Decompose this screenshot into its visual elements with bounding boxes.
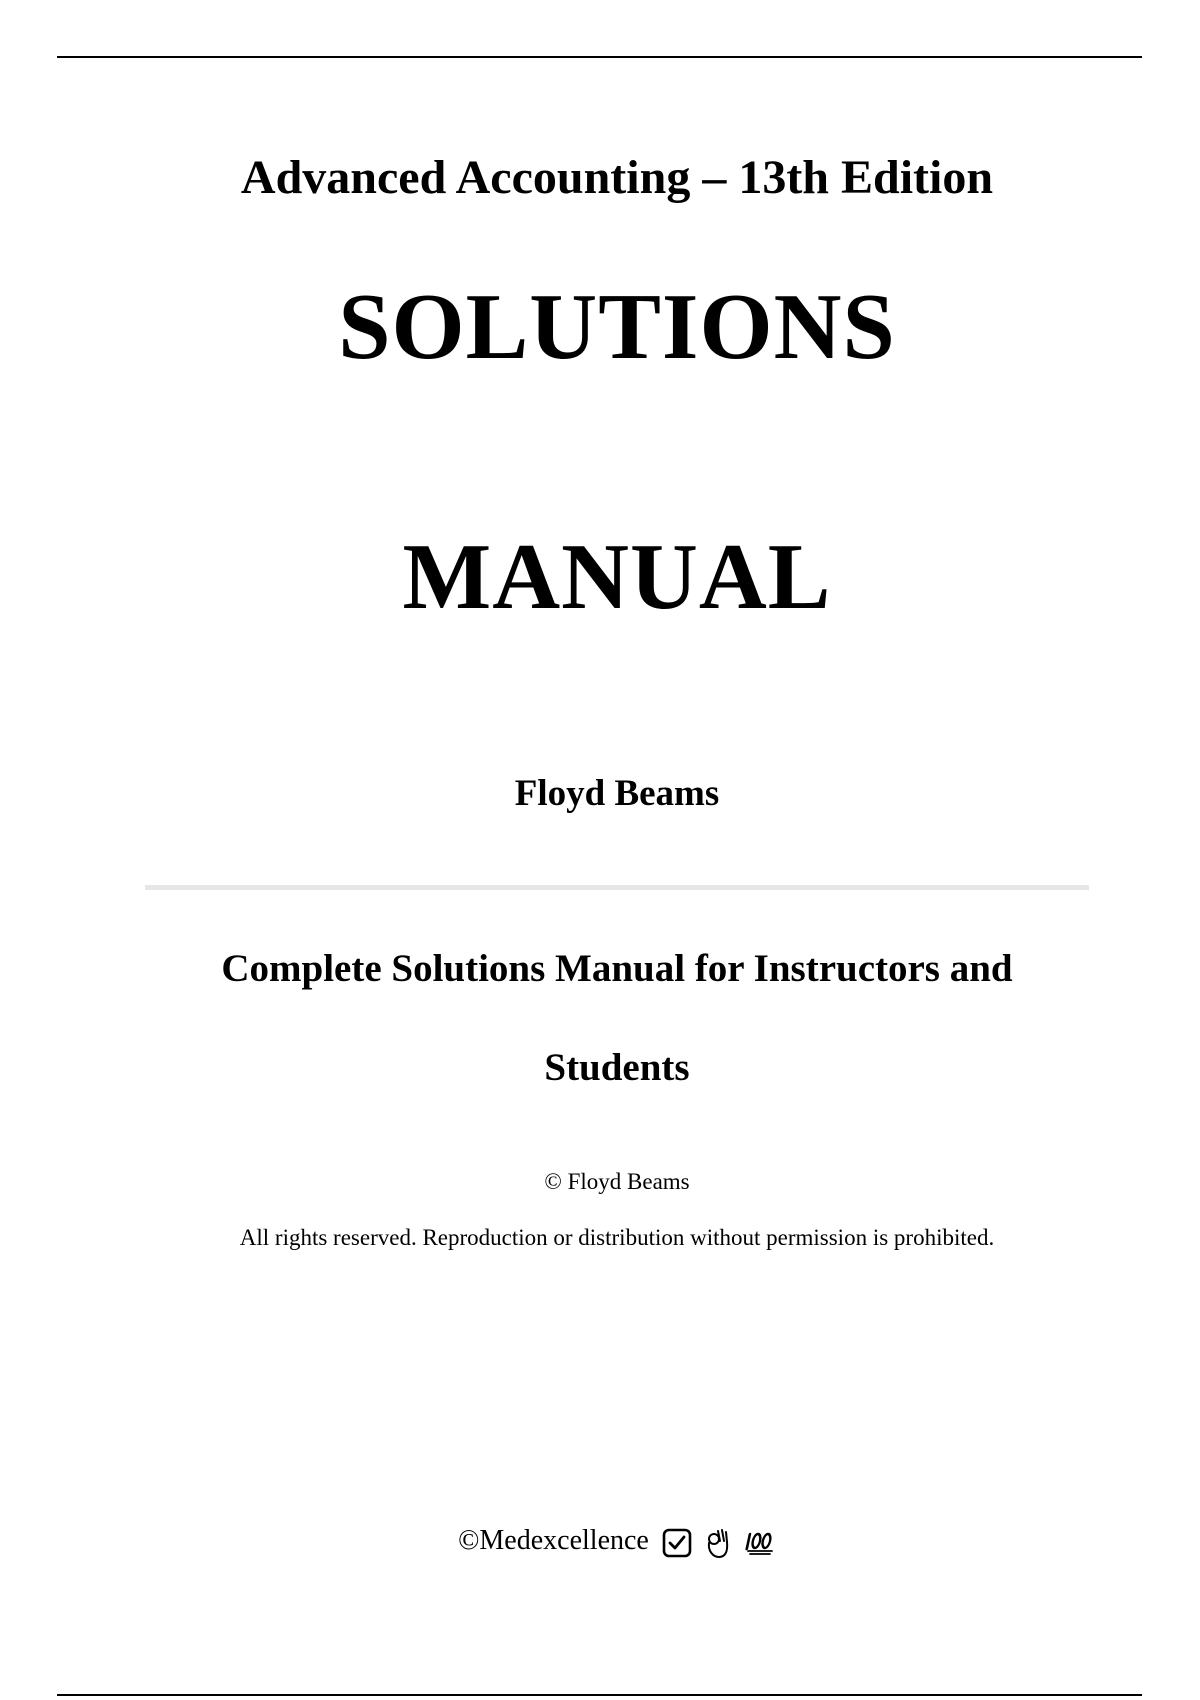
rights-notice: All rights reserved. Reproduction or distribution without permission is prohibited. <box>239 1225 995 1250</box>
top-rule <box>57 56 1142 58</box>
subtitle-line-2: Students <box>544 1046 690 1089</box>
heading-solutions: SOLUTIONS <box>338 275 896 379</box>
edition-title: Advanced Accounting – 13th Edition <box>240 151 994 204</box>
footer-brand-text: ©Medexcellence <box>458 1525 649 1556</box>
ok-hand-icon <box>705 1527 731 1559</box>
bottom-rule <box>57 1694 1142 1696</box>
copyright-notice: © Floyd Beams <box>544 1169 690 1194</box>
hundred-points-icon <box>744 1529 776 1557</box>
check-box-icon <box>662 1528 692 1558</box>
footer-brand <box>0 1521 1200 1561</box>
section-divider <box>145 885 1089 890</box>
subtitle-line-1: Complete Solutions Manual for Instructors and <box>221 947 1013 990</box>
heading-manual: MANUAL <box>402 525 832 629</box>
author-name: Floyd Beams <box>514 773 720 814</box>
